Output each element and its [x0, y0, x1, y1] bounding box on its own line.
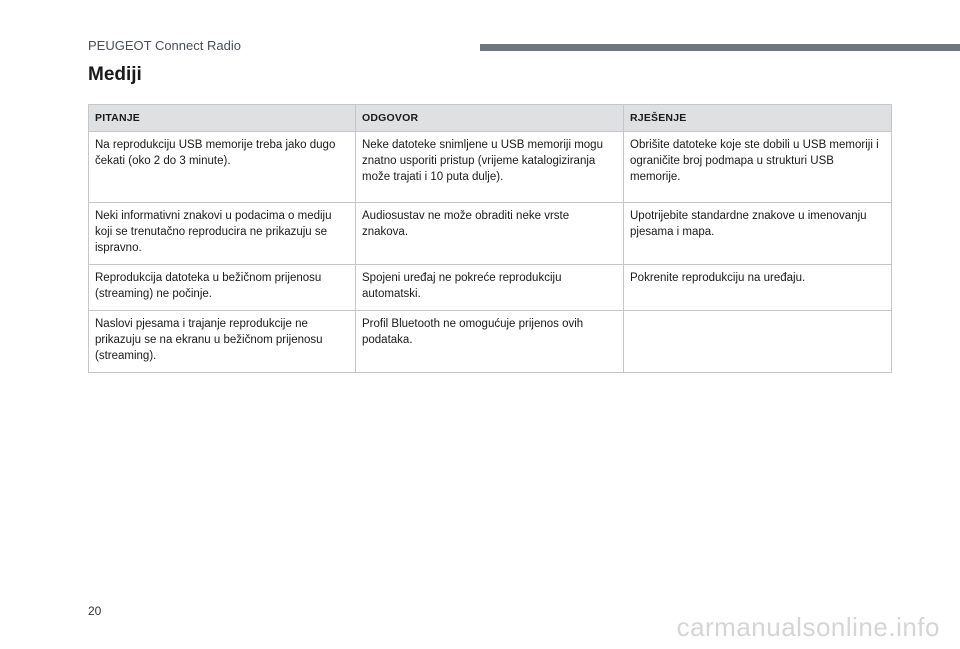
answer-cell: Neke datoteke snimljene u USB memoriji mogu znatno usporiti pristup (vrijeme katalogiziranja može trajati i 10 puta dulje).	[356, 132, 624, 203]
answer-cell: Audiosustav ne može obraditi neke vrste znakova.	[356, 203, 624, 265]
faq-table	[88, 104, 892, 373]
table-header-row	[89, 105, 892, 132]
solution-cell: Pokrenite reprodukciju na uređaju.	[624, 265, 892, 311]
question-cell: Reprodukcija datoteka u bežičnom prijenosu (streaming) ne počinje.	[89, 265, 356, 311]
solution-cell: Obrišite datoteke koje ste dobili u USB memoriji i ograničite broj podmapa u strukturi USB memorije.	[624, 132, 892, 203]
solution-cell: Upotrijebite standardne znakove u imenovanju pjesama i mapa.	[624, 203, 892, 265]
header-bar	[480, 44, 960, 51]
column-header-solution: RJEŠENJE	[624, 105, 892, 132]
answer-cell: Spojeni uređaj ne pokreće reprodukciju automatski.	[356, 265, 624, 311]
solution-cell	[624, 311, 892, 373]
answer-cell: Profil Bluetooth ne omogućuje prijenos ovih podataka.	[356, 311, 624, 373]
page-number: 20	[88, 604, 102, 618]
table-row	[89, 203, 892, 265]
table-row	[89, 265, 892, 311]
column-header-question: PITANJE	[89, 105, 356, 132]
question-cell: Na reprodukciju USB memorije treba jako dugo čekati (oko 2 do 3 minute).	[89, 132, 356, 203]
watermark: carmanualsonline.info	[676, 612, 940, 642]
column-header-answer: ODGOVOR	[356, 105, 624, 132]
table-row	[89, 311, 892, 373]
question-cell: Neki informativni znakovi u podacima o mediju koji se trenutačno reproducira ne prikazuju se ispravno.	[89, 203, 356, 265]
question-cell: Naslovi pjesama i trajanje reprodukcije ne prikazuju se na ekranu u bežičnom prijenosu (streaming).	[89, 311, 356, 373]
section-title: Mediji	[88, 64, 142, 85]
table-row	[89, 132, 892, 203]
header-label: PEUGEOT Connect Radio	[88, 38, 241, 53]
